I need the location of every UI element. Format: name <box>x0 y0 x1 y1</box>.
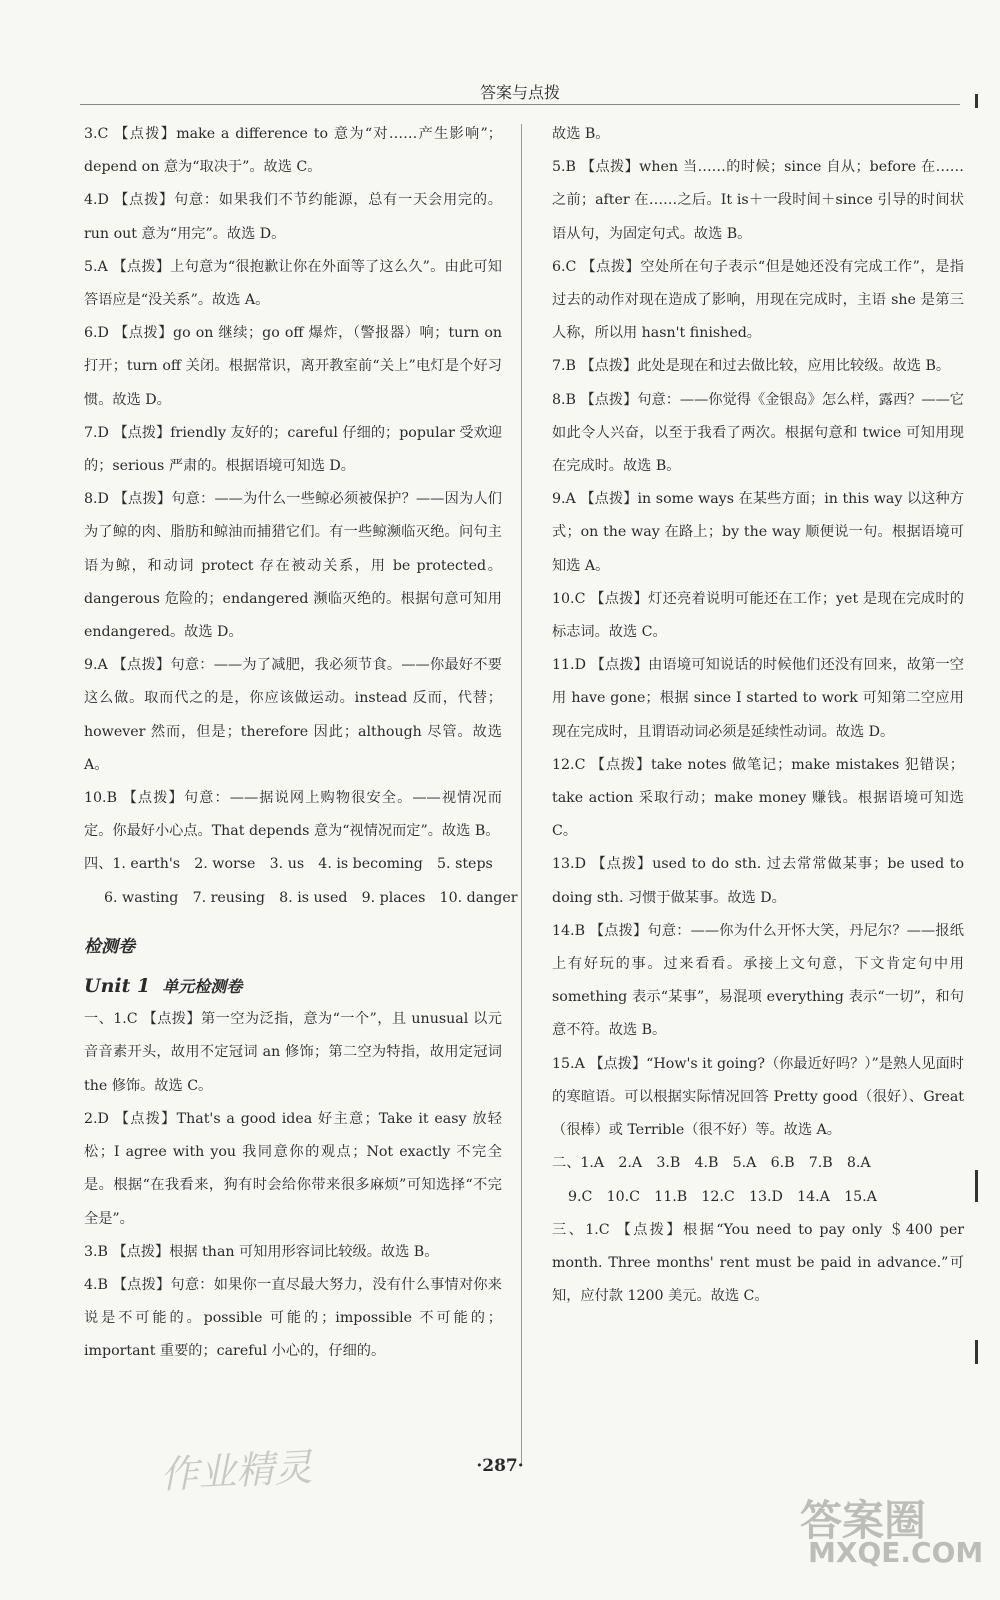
test-item-10: 10.C 【点拨】灯还亮着说明可能还在工作；yet 是现在完成时的标志词。故选 C。 <box>552 590 964 641</box>
test-item-9: 9.A 【点拨】in some ways 在某些方面；in this way 以这种方式；on the way 在路上；by the way 顺便说一句。根据语境可知选 A。 <box>552 491 964 574</box>
header-rule <box>80 104 960 105</box>
test-item-7: 7.B 【点拨】此处是现在和过去做比较，应用比较级。故选 B。 <box>552 358 951 375</box>
test-item-15: 15.A 【点拨】“How's it going?（你最近好吗？）”是熟人见面时的寒暄语。可以根据实际情况回答 Pretty good（很好）、Great（很棒）或 Terrible（很不好）等。故选 A。 <box>552 1055 964 1139</box>
answer-item-6: 6.D 【点拨】go on 继续；go off 爆炸，（警报器）响；turn on 打开；turn off 关闭。根据常识，离开教室前“关上”电灯是个好习惯。故选 D。 <box>84 325 502 408</box>
answer-item-9: 9.A 【点拨】句意：——为了减肥，我必须节食。——你最好不要这么做。取而代之的是，你应该做运动。instead 反而，代替；however 然而，但是；therefore 因此；although 尽管。故选 A。 <box>84 657 502 773</box>
answer-item-7: 7.D 【点拨】friendly 友好的；careful 仔细的；popular 受欢迎的；serious 严肃的。根据语境可知选 D。 <box>84 424 502 475</box>
section3-item-1: 三、1.C 【点拨】根据“You need to pay only ＄400 per month. Three months' rent must be paid in advance.”可知，应付款 1200 美元。故选 C。 <box>552 1221 964 1305</box>
edge-mark-top <box>975 94 978 108</box>
test-item-11: 11.D 【点拨】由语境可知说话的时候他们还没有回来，故第一空用 have gone；根据 since I started to work 可知第二空应用现在完成时，且谓语动词必须是延续性动词。故选 D。 <box>552 657 964 740</box>
edge-mark-middle <box>975 1170 978 1202</box>
test-item-1: 一、1.C 【点拨】第一空为泛指，意为“一个”，且 unusual 以元音音素开头，故用不定冠词 an 修饰；第二空为特指，故用定冠词 the 修饰。故选 C。 <box>84 1011 502 1094</box>
test-item-14: 14.B 【点拨】句意：——你为什么开怀大笑，丹尼尔？——报纸上有好玩的事。过来看看。承接上文句意，下文肯定句中用 something 表示“某事”，易混项 everything 表示“一切”，和句意不符。故选 B。 <box>552 922 964 1039</box>
page-number: ·287· <box>476 1456 524 1476</box>
watermark-brand: 答案圈 <box>800 1496 927 1545</box>
answer-item-10: 10.B 【点拨】句意：——据说网上购物很安全。——视情况而定。你最好小心点。That depends 意为“视情况而定”。故选 B。 <box>84 790 502 840</box>
column-divider <box>521 124 522 1464</box>
test-item-4: 4.B 【点拨】句意：如果你一直尽最大努力，没有什么事情对你来说是不可能的。possible 可能的；impossible 不可能的；important 重要的；careful 小心的，仔细的。 <box>84 1276 502 1360</box>
section2-answers-row1: 二、1.A 2.A 3.B 4.B 5.A 6.B 7.B 8.A <box>552 1155 871 1172</box>
watermark-url: MXQE.COM <box>808 1536 984 1569</box>
test-item-13: 13.D 【点拨】used to do sth. 过去常常做某事；be used to doing sth. 习惯于做某事。故选 D。 <box>552 856 964 906</box>
answer-item-8: 8.D 【点拨】句意：——为什么一些鲸必须被保护？——因为人们为了鲸的肉、脂肪和鲸油而捕猎它们。有一些鲸濒临灭绝。问句主语为鲸，和动词 protect 存在被动关系，用 be protected。dangerous 危险的；endangered 濒临灭绝的。根据句意可知用 endangered。故选 D。 <box>84 491 502 641</box>
section4-answers-row1: 四、1. earth's 2. worse 3. us 4. is becoming 5. steps <box>84 856 493 873</box>
section-title: 检测卷 <box>84 936 135 957</box>
test-item-3: 3.B 【点拨】根据 than 可知用形容词比较级。故选 B。 <box>84 1243 439 1260</box>
edge-mark-lower <box>975 1340 978 1364</box>
watermark-logo: 作业精灵 <box>159 1445 314 1497</box>
test-item-6: 6.C 【点拨】空处所在句子表示“但是她还没有完成工作”，是指过去的动作对现在造成了影响，用现在完成时，主语 she 是第三人称，所以用 hasn't finished。 <box>552 258 964 342</box>
running-header: 答案与点拨 <box>479 83 560 102</box>
continuation-text: 故选 B。 <box>552 126 610 142</box>
test-item-5: 5.B 【点拨】when 当……的时候；since 自从；before 在……之前；after 在……之后。It is＋一段时间＋since 引导的时间状语从句，为固定句式。故选 B。 <box>552 159 964 242</box>
answer-item-5: 5.A 【点拨】上句意为“很抱歉让你在外面等了这么久”。由此可知答语应是“没关系”。故选 A。 <box>84 258 502 309</box>
test-item-8: 8.B 【点拨】句意：——你觉得《金银岛》怎么样，露西？——它如此令人兴奋，以至于我看了两次。根据句意和 twice 可知用现在完成时。故选 B。 <box>552 391 964 475</box>
right-column <box>552 118 964 1313</box>
left-column <box>84 118 518 1369</box>
section2-answers-row2: 9.C 10.C 11.B 12.C 13.D 14.A 15.A <box>568 1188 877 1205</box>
section4-answers-row2: 6. wasting 7. reusing 8. is used 9. places 10. danger <box>104 889 518 906</box>
answer-item-4: 4.D 【点拨】句意：如果我们不节约能源，总有一天会用完的。run out 意为“用完”。故选 D。 <box>84 192 502 242</box>
test-item-2: 2.D 【点拨】That's a good idea 好主意；Take it easy 放轻松；I agree with you 我同意你的观点；Not exactly 不完全是。根据“在我看来，狗有时会给你带来很多麻烦”可知选择“不完全是”。 <box>84 1110 502 1227</box>
unit-heading <box>84 970 502 1003</box>
test-item-12: 12.C 【点拨】take notes 做笔记；make mistakes 犯错误；take action 采取行动；make money 赚钱。根据语境可知选 C。 <box>552 756 964 840</box>
answer-item-3: 3.C 【点拨】make a difference to 意为“对……产生影响”；depend on 意为“取决于”。故选 C。 <box>84 126 502 176</box>
unit-subtitle: 单元检测卷 <box>162 977 243 997</box>
unit-name: Unit 1 <box>84 975 151 998</box>
